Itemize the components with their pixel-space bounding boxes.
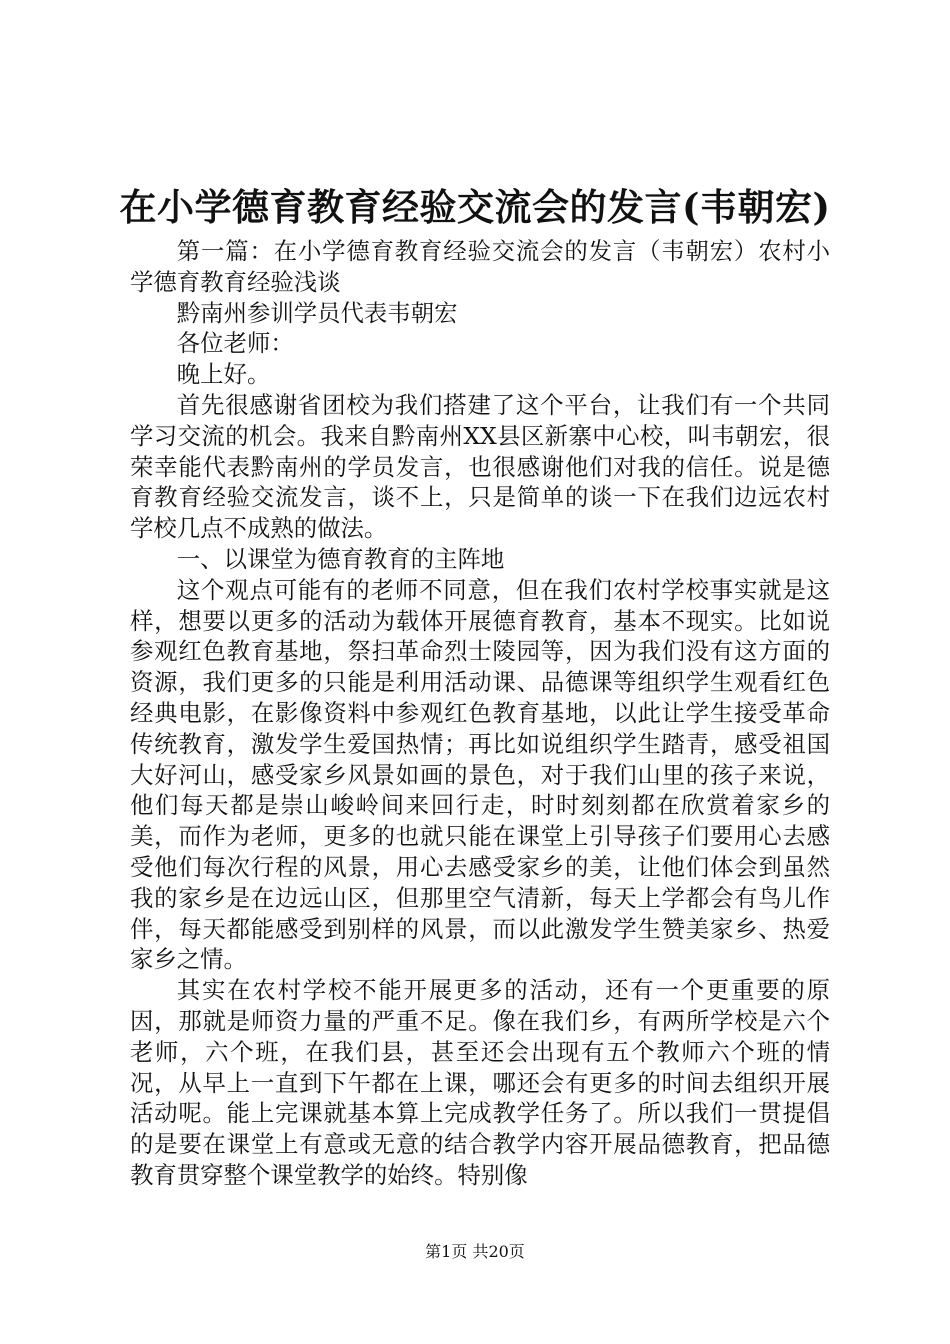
page-footer: 第1页 共20页	[425, 1242, 525, 1261]
paragraph-opening: 首先很感谢省团校为我们搭建了这个平台，让我们有一个共同学习交流的机会。我来自黔南州XX县区新寨中心校，叫韦朝宏，很荣幸能代表黔南州的学员发言，也很感谢他们对我的信任。说是德育教育经验交流发言，谈不上，只是简单的谈一下在我们边远农村学校几点不成熟的做法。	[130, 390, 830, 543]
paragraph-body-1: 这个观点可能有的老师不同意，但在我们农村学校事实就是这样，想要以更多的活动为载体开展德育教育，基本不现实。比如说参观红色教育基地，祭扫革命烈士陵园等，因为我们没有这方面的资源，我们更多的只能是利用活动课、品德课等组织学生观看红色经典电影，在影像资料中参观红色教育基地，以此让学生接受革命传统教育，激发学生爱国热情；再比如说组织学生踏青，感受祖国大好河山，感受家乡风景如画的景色，对于我们山里的孩子来说，他们每天都是崇山峻岭间来回行走，时时刻刻都在欣赏着家乡的美，而作为老师，更多的也就只能在课堂上引导孩子们要用心去感受他们每次行程的风景，用心去感受家乡的美，让他们体会到虽然我的家乡是在边远山区，但那里空气清新，每天上学都会有鸟儿作伴，每天都能感受到别样的风景，而以此激发学生赞美家乡、热爱家乡之情。	[130, 575, 830, 974]
paragraph-salutation: 各位老师：	[176, 329, 294, 358]
paragraph-greeting: 晚上好。	[176, 360, 271, 389]
section-heading-1: 一、以课堂为德育教育的主阵地	[176, 544, 505, 573]
paragraph-speaker: 黔南州参训学员代表韦朝宏	[176, 298, 458, 327]
document-body	[130, 236, 830, 1191]
paragraph-intro: 第一篇：在小学德育教育经验交流会的发言（韦朝宏）农村小学德育教育经验浅谈	[130, 237, 830, 296]
paragraph-body-2: 其实在农村学校不能开展更多的活动，还有一个更重要的原因，那就是师资力量的严重不足。像在我们乡，有两所学校是六个老师，六个班，在我们县，甚至还会出现有五个教师六个班的情况，从早上一直到下午都在上课，哪还会有更多的时间去组织开展活动呢。能上完课就基本算上完成教学任务了。所以我们一贯提倡的是要在课堂上有意或无意的结合教学内容开展品德教育，把品德教育贯穿整个课堂教学的始终。特别像	[130, 976, 830, 1189]
document-title: 在小学德育教育经验交流会的发言(韦朝宏)	[119, 185, 831, 229]
